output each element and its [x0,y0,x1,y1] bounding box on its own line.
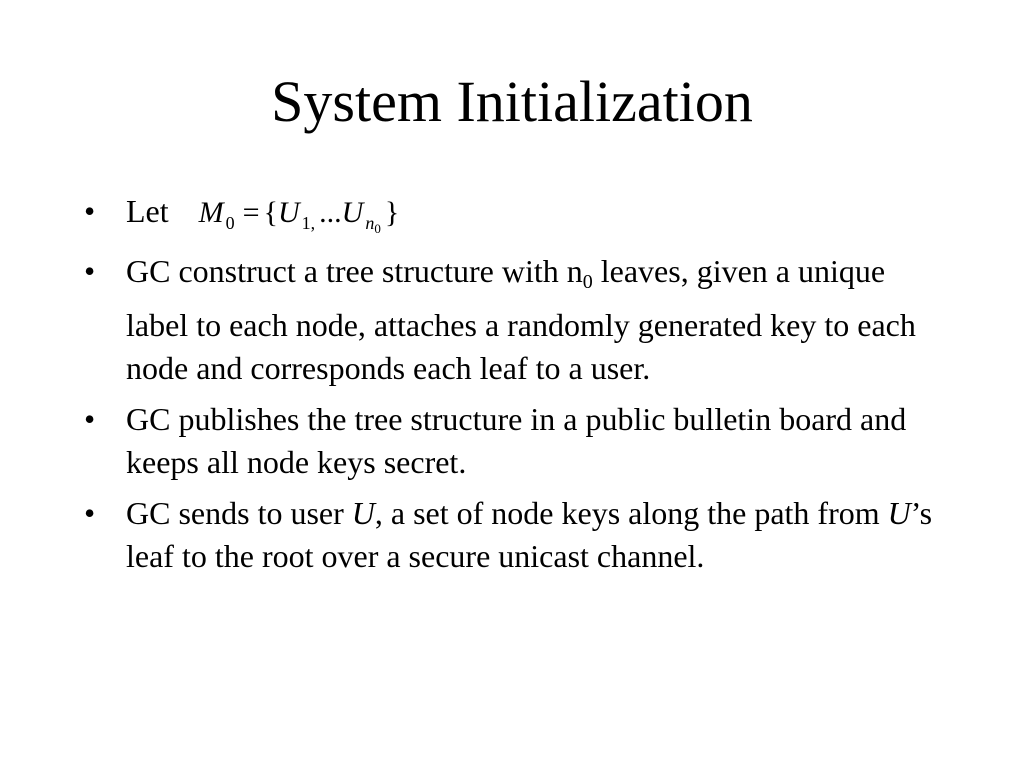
bullet-tree-sub: 0 [582,271,593,293]
formula-equals: = [242,196,260,229]
bullet-send-user-b: U [887,495,911,531]
bullet-marker: • [84,495,96,531]
bullet-send-text-c: ’s leaf to the root over a secure unicast channel. [126,495,933,574]
formula-Un-sub [365,213,381,236]
formula-M: M [198,196,224,229]
bullet-send-user-a: U [351,495,375,531]
bullet-marker: • [84,253,96,289]
bullet-send-keys [84,492,954,578]
bullet-marker: • [84,193,96,229]
bullet-tree-construct [84,250,954,390]
bullet-send-text-b: , a set of node keys along the path from [374,495,888,531]
bullet-list [84,190,954,586]
bullet-let [84,190,954,250]
bullet-send-text-a: GC sends to user [126,495,352,531]
formula-Un: U [341,196,364,229]
formula-Un-sub-n: n [365,213,375,233]
slide-title: System Initialization [271,69,753,134]
formula-Un-subsub: 0 [374,221,381,236]
bullet-publish [84,398,954,484]
formula-M-sub: 0 [225,213,235,233]
formula-U1-sub: 1, [301,213,316,233]
bullet-marker: • [84,401,96,437]
formula-open-brace: { [263,196,278,229]
bullet-publish-text: GC publishes the tree structure in a public bulletin board and keeps all node keys secret. [126,401,907,480]
bullet-tree-text-a: GC construct a tree structure with n [126,253,583,289]
formula-U1: U [277,196,300,229]
bullet-tree-text-b: leaves, given a unique label to each node, attaches a randomly generated key to each node and corresponds each leaf to a user. [126,253,916,386]
formula-close-brace: } [384,196,400,229]
formula-ellipsis: ... [319,196,342,229]
bullet-let-text: Let [126,193,169,229]
set-formula [199,191,400,250]
